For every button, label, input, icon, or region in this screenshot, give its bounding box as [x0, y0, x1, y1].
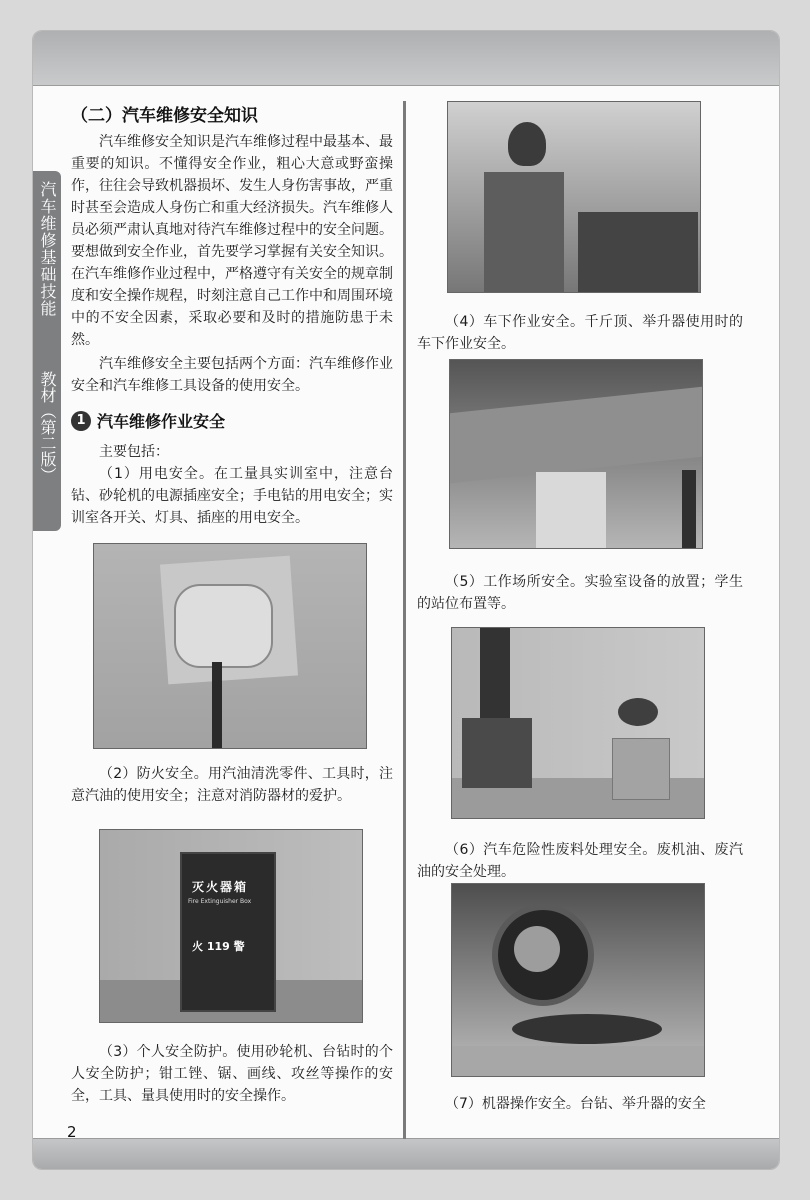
- main-includes-label: 主要包括：: [99, 444, 169, 460]
- item-1-text: （1）用电安全。在工量具实训室中，注意台钻、砂轮机的电源插座安全；手电钻的用电安全；实训室各开关、灯具、插座的用电安全。: [71, 466, 393, 526]
- under-vehicle-photo: [449, 359, 703, 549]
- section-title: （二）汽车维修安全知识: [71, 106, 258, 126]
- workshop-equipment-photo: [451, 627, 705, 819]
- item-3-text: （3）个人安全防护。使用砂轮机、台钻时的个人安全防护；钳工锉、锯、画线、攻丝等操作的安全，工具、量具使用时的安全操作。: [71, 1044, 393, 1104]
- extinguisher-subtitle: Fire Extinguisher Box: [188, 898, 252, 905]
- subsection-title: 汽车维修作业安全: [97, 412, 226, 431]
- item-6-text: （6）汽车危险性废料处理安全。废机油、废汽油的安全处理。: [417, 842, 743, 880]
- side-tab-title: 汽车维修基础技能: [38, 181, 57, 317]
- book-page: [32, 30, 780, 1170]
- extinguisher-box-photo: [99, 829, 363, 1023]
- page-footer-band: [33, 1138, 779, 1169]
- item-5-text: （5）工作场所安全。实验室设备的放置；学生的站位布置等。: [417, 574, 743, 612]
- column-divider: [403, 101, 406, 1139]
- intro-paragraph-2: 汽车维修安全主要包括两个方面：汽车维修作业安全和汽车维修工具设备的使用安全。: [71, 356, 393, 394]
- lift-and-wheel-photo: [451, 883, 705, 1077]
- item-2-text: （2）防火安全。用汽油清洗零件、工具时，注意汽油的使用安全；注意对消防器材的爱护。: [71, 766, 393, 804]
- page-number: 2: [67, 1123, 77, 1141]
- side-tab-subtitle: 教材（第二版）: [38, 371, 57, 483]
- extinguisher-alarm: 火 119 警: [192, 940, 245, 953]
- socket-photo: [93, 543, 367, 749]
- page-header-band: [33, 31, 779, 86]
- subsection-heading: [71, 409, 225, 432]
- side-chapter-tab: [33, 171, 61, 531]
- extinguisher-cabinet: [180, 852, 276, 1012]
- extinguisher-title: 灭火器箱: [192, 880, 249, 894]
- item-7-text: （7）机器操作安全。台钻、举升器的安全: [445, 1096, 706, 1112]
- mechanic-at-engine-photo: [447, 101, 701, 293]
- number-badge-icon: 1: [71, 411, 91, 431]
- intro-paragraph-1: 汽车维修安全知识是汽车维修过程中最基本、最重要的知识。不懂得安全作业，粗心大意或野蛮操作，往往会导致机器损坏、发生人身伤害事故，严重时甚至会造成人身伤亡和重大经济损失。汽车维修人员必须严肃认真地对待汽车维修过程中的安全问题。要想做到安全作业，首先要学习掌握有关安全知识。在汽车维修作业过程中，严格遵守有关安全的规章制度和安全操作规程，时刻注意自己工作中和周围环境中的不安全因素，采取必要和及时的措施防患于未然。: [71, 134, 393, 348]
- item-4-text: （4）车下作业安全。千斤顶、举升器使用时的车下作业安全。: [417, 314, 743, 352]
